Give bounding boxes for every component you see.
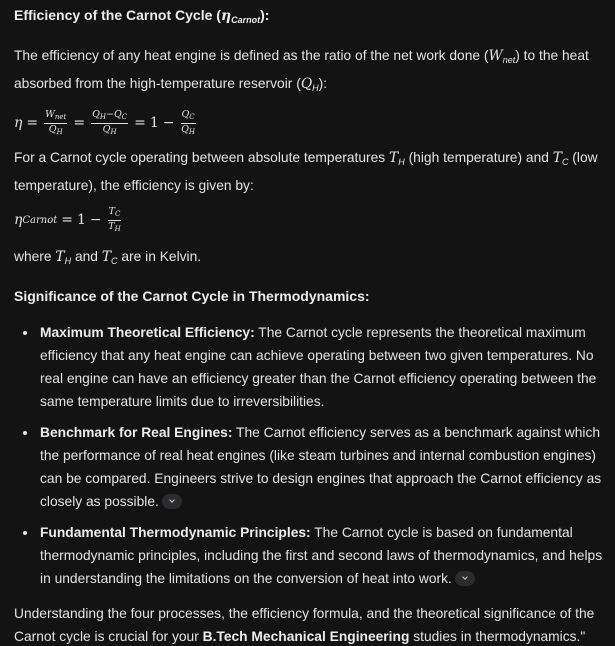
list-item (14, 321, 606, 413)
heading-eta: η (220, 8, 232, 24)
eq1-one: 1 (149, 114, 159, 131)
carnot-tc: T (552, 150, 562, 166)
eq1-fraction-q (91, 110, 128, 137)
carnot-th-sub: H (398, 157, 405, 167)
significance-list (14, 321, 606, 590)
heading-close: ): (260, 7, 270, 23)
f1-den: Q (48, 123, 57, 135)
f2-num-sub2: C (121, 112, 128, 121)
closing-part1: Understanding the four processes, the efficiency formula, and the theoretical significance of the Carnot cycle is crucial for your (14, 606, 595, 644)
carnot-th: T (389, 150, 399, 166)
kelvin-part3: are in Kelvin. (117, 249, 202, 264)
carnot-part3: (low temperature), the efficiency is given by: (14, 150, 598, 193)
kelvin-part2: and (71, 249, 102, 264)
eq2-num: T (108, 205, 115, 217)
f3-den: Q (181, 123, 189, 135)
f2-den-sub: H (110, 127, 117, 136)
intro-q: Q (300, 76, 313, 92)
f1-num-sub: net (54, 112, 67, 121)
heading-efficiency (14, 4, 606, 31)
eq2-num-sub: C (115, 209, 121, 218)
chevron-down-icon[interactable] (455, 571, 475, 586)
eq1-minus: − (162, 114, 175, 131)
f2-den: Q (102, 123, 111, 135)
kelvin-part1: where (14, 249, 56, 264)
f2-num: Q (92, 108, 100, 120)
intro-part3: ): (318, 76, 328, 91)
eq1-fraction-w (44, 110, 67, 137)
bullet-title: Benchmark for Real Engines: (40, 425, 233, 440)
eq2-den: T (108, 220, 115, 232)
carnot-tc-sub: C (561, 157, 569, 167)
heading-eta-sub: Carnot (231, 15, 261, 25)
eq2-eta: η (14, 211, 23, 228)
eq1-equals-2: = (73, 114, 86, 131)
intro-part1: The efficiency of any heat engine is defined as the ratio of the net work done ( (14, 48, 489, 63)
heading-significance: Significance of the Carnot Cycle in Thermodynamics: (14, 288, 370, 304)
f2-minus: −Q (106, 108, 122, 120)
kelvin-tc: T (101, 249, 112, 265)
bullet-title: Maximum Theoretical Efficiency: (40, 325, 255, 340)
bullet-text: The Carnot cycle represents the theoretical maximum efficiency that any heat engine can achieve operating between two given temperatures. No real engine can have an efficiency greater than the Carnot efficiency operating between the same temperature limits due to irreversibilities. (40, 325, 597, 409)
chevron-down-icon[interactable] (162, 494, 182, 509)
kelvin-paragraph (14, 245, 606, 273)
bullet-text: The Carnot efficiency serves as a benchmark against which the performance of real heat engines (like steam turbines and internal combustion engines) can be compared. Engineers strive to design engines that approach the Carnot efficiency as closely as possible. (40, 425, 602, 509)
kelvin-th: T (55, 249, 65, 265)
heading-text: Efficiency of the Carnot Cycle ( (14, 7, 221, 23)
closing-part2: studies in thermodynamics." (409, 629, 586, 644)
eq2-den-sub: H (114, 224, 121, 233)
f2-num-sub1: H (99, 112, 106, 121)
f3-num-sub: C (189, 112, 195, 121)
f3-den-sub: H (188, 127, 196, 136)
f1-den-sub: H (56, 127, 63, 136)
list-item (14, 521, 606, 590)
intro-part2: ) to the heat absorbed from the high-temperature reservoir ( (14, 48, 589, 91)
kelvin-th-sub: H (64, 256, 72, 266)
eq1-fraction-qc (181, 110, 196, 137)
eq2-one: 1 (77, 211, 86, 228)
eq1-equals-3: = (134, 114, 146, 131)
carnot-paragraph (14, 146, 606, 197)
list-item (14, 421, 606, 513)
eq1-eta: η (14, 114, 23, 131)
eq2-fraction (108, 207, 122, 234)
f3-num: Q (181, 108, 190, 120)
carnot-part2: (high temperature) and (404, 150, 553, 165)
intro-paragraph (14, 44, 606, 100)
carnot-part1: For a Carnot cycle operating between absolute temperatures (14, 150, 390, 165)
eq2-minus: − (89, 211, 102, 228)
intro-q-sub: H (312, 83, 319, 93)
carnot-equation (14, 205, 606, 235)
response-content (14, 4, 606, 646)
bullet-text: The Carnot cycle is based on fundamental thermodynamic principles, including the first and second laws of thermodynamics, and helps in understanding the limitations on the conversion of heat into work. (40, 525, 603, 586)
bullet-title: Fundamental Thermodynamic Principles: (40, 525, 311, 540)
eq2-eta-sub: Carnot (22, 214, 58, 226)
efficiency-equation (14, 108, 606, 138)
eq2-equals: = (61, 211, 73, 228)
kelvin-tc-sub: C (111, 256, 118, 266)
closing-paragraph (14, 602, 606, 646)
f1-num: W (45, 108, 55, 120)
eq1-equals: = (26, 114, 39, 131)
intro-w: W (488, 48, 503, 64)
intro-w-sub: net (502, 55, 516, 65)
closing-bold: B.Tech Mechanical Engineering (202, 629, 410, 644)
